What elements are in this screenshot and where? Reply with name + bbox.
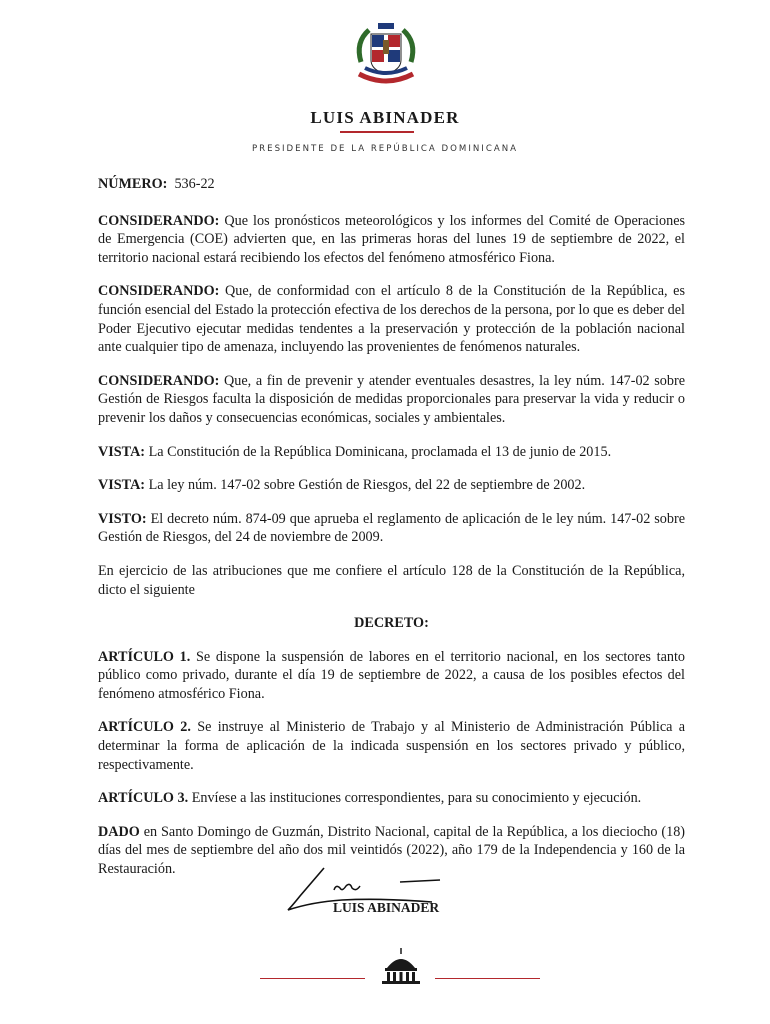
considerando-2 [98, 282, 685, 356]
vista-label: VISTA: [98, 443, 146, 460]
footer-divider-left [260, 978, 365, 979]
decreto-heading: DECRETO: [354, 615, 429, 632]
articulo-text: Se instruye al Ministerio de Trabajo y al Ministerio de Administración Pública a determinar la forma de aplicación de la indicada suspensión en los sectores privado y público, respectivamente. [98, 719, 686, 773]
vista-label: VISTA: [98, 477, 146, 494]
vista-2 [98, 476, 685, 495]
title-divider [340, 131, 414, 133]
visto-label: VISTO: [98, 510, 147, 527]
decree-number-label: NÚMERO: [98, 176, 168, 192]
decree-number-value: 536-22 [174, 176, 215, 192]
articulo-label: ARTÍCULO 3. [98, 790, 189, 807]
considerando-text: Que, a fin de prevenir y atender eventuales desastres, la ley núm. 147-02 sobre Gestión de Riesgos faculta la disposición de medidas proporcionales para preservar la vida y reducir o prevenir los daños y consecuencias económicas, sociales y ambientales. [98, 372, 685, 426]
considerando-label: CONSIDERANDO: [98, 212, 220, 229]
ejercicio-paragraph: En ejercicio de las atribuciones que me confiere el artículo 128 de la Constitución de la República, dicto el siguiente [98, 562, 685, 598]
articulo-1 [98, 648, 685, 704]
articulo-3 [98, 789, 685, 808]
dado-label: DADO [98, 823, 140, 840]
articulo-label: ARTÍCULO 1. [98, 648, 191, 665]
considerando-text: Que los pronósticos meteorológicos y los informes del Comité de Operaciones de Emergencia (COE) advierten que, en las primeras horas del lunes 19 de septiembre de 2022, el territorio nacional estará recibiendo los efectos del fenómeno atmosférico Fiona. [98, 212, 686, 266]
considerando-text: Que, de conformidad con el artículo 8 de la Constitución de la República, es función esencial del Estado la protección efectiva de los derechos de la persona, por lo que es deber del Poder Ejecutivo ejecutar medidas tendentes a la preservación y protección de la población nacional ante cualquier tipo de amenaza, incluyendo las provenientes de fenómenos naturales. [98, 283, 685, 356]
signatory-name: LUIS ABINADER [333, 900, 440, 915]
decree-body [98, 175, 685, 879]
articulo-2 [98, 718, 685, 774]
considerando-label: CONSIDERANDO: [98, 283, 220, 300]
visto-1 [98, 510, 685, 547]
decree-number [98, 175, 685, 194]
footer-divider-right [435, 978, 540, 979]
vista-1 [98, 443, 685, 462]
articulo-text: Envíese a las instituciones correspondientes, para su conocimiento y ejecución. [191, 790, 642, 807]
dado-text: en Santo Domingo de Guzmán, Distrito Nacional, capital de la República, a los dieciocho (18) días del mes de septiembre del año dos mil veintidós (2022), año 179 de la Independencia y 160 de la Restauración. [98, 823, 686, 878]
vista-text: La Constitución de la República Dominicana, proclamada el 13 de junio de 2015. [148, 443, 612, 460]
vista-text: La ley núm. 147-02 sobre Gestión de Riesgos, del 22 de septiembre de 2002. [148, 477, 586, 494]
dominican-coat-of-arms-icon [351, 22, 421, 88]
page-subtitle: PRESIDENTE DE LA REPÚBLICA DOMINICANA [251, 144, 519, 154]
visto-text: El decreto núm. 874-09 que aprueba el reglamento de aplicación de le ley núm. 147-02 sobre Gestión de Riesgos, del 24 de noviembre de 2009. [98, 510, 685, 546]
considerando-1 [98, 212, 685, 268]
national-palace-dome-icon [377, 946, 425, 986]
page-title: LUIS ABINADER [310, 108, 460, 127]
considerando-3 [98, 372, 685, 428]
considerando-label: CONSIDERANDO: [98, 372, 220, 389]
articulo-label: ARTÍCULO 2. [98, 719, 191, 736]
articulo-text: Se dispone la suspensión de labores en el territorio nacional, en los sectores tanto público como privado, durante el día 19 de septiembre de 2022, a causa de los posibles efectos del fenómeno atmosférico Fiona. [98, 648, 685, 702]
